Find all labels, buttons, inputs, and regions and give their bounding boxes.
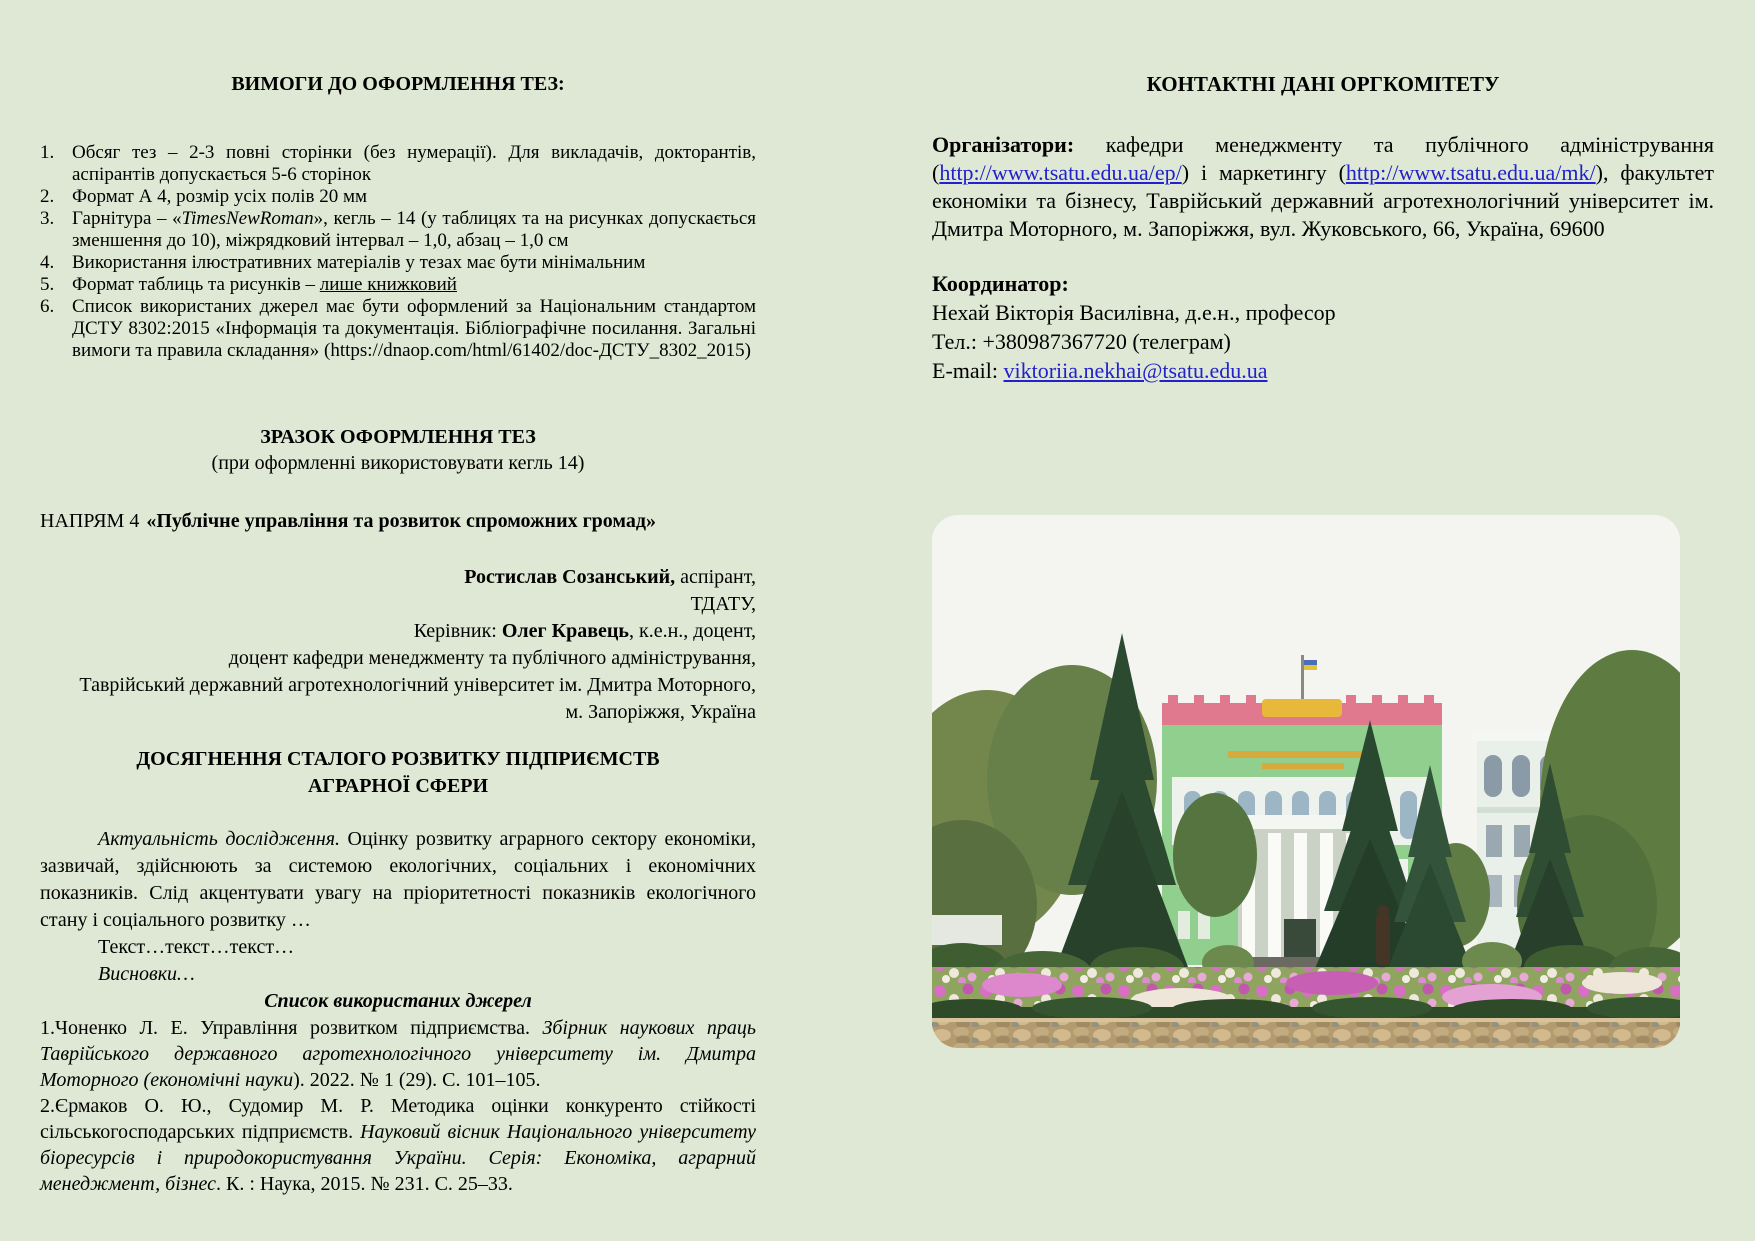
requirement-text: Список використаних джерел має бути оформлений за Національним стандартом ДСТУ 8302:2015 «Інформація та документація. Бібліографічне посилання. Загальні вимоги та правила складання» (https://dnaop.com/html/61402/doc-ДСТУ_8302_2015) xyxy=(72,296,756,361)
university-line: Таврійський державний агротехнологічний університет ім. Дмитра Моторного, xyxy=(79,674,756,696)
requirement-item xyxy=(40,296,756,362)
statue xyxy=(1376,905,1390,965)
mk-department-link[interactable]: http://www.tsatu.edu.ua/mk/ xyxy=(1345,160,1596,185)
requirement-number: 2. xyxy=(40,186,55,207)
reference-source-italic: Збірник наукових праць Таврійського державного агротехнологічного університету ім. Дмитра Моторного (економічні науки xyxy=(40,1017,756,1091)
requirements-list xyxy=(40,142,756,362)
coordinator-phone: Тел.: +380987367720 (телеграм) xyxy=(932,329,1231,354)
organizers-text-3: ), факультет економіки та бізнесу, Таврійський державний агротехнологічний університет ім. Дмитра Моторного, м. Запоріжжя, вул. Жуковського, 66, Україна, 69600 xyxy=(932,160,1714,241)
underlined-phrase: лише книжковий xyxy=(319,274,457,295)
coordinator-block xyxy=(932,269,1714,385)
requirement-text: Використання ілюстративних матеріалів у тезах має бути мінімальним xyxy=(72,252,646,273)
sample-subheading: (при оформленні використовувати кегль 14) xyxy=(211,452,585,474)
requirement-item xyxy=(40,274,756,296)
reference-item-1 xyxy=(40,1015,756,1093)
reference-text: 1.Чоненко Л. Е. Управління розвитком підприємства. xyxy=(40,1017,543,1039)
abstract-body: Оцінку розвитку аграрного сектору економіки, зазвичай, здійснюють за системою екологічних, соціальних і економічних показників. Слід акцентувати увагу на пріоритетності показників екологічного стану і соціального розвитку … xyxy=(40,828,756,931)
requirement-text-post: », кегль – 14 (у таблицях та на рисунках допускається зменшення до 10), міжрядковий інтервал – 1,0, абзац – 1,0 см xyxy=(72,208,756,251)
font-name-italic: TimesNewRoman xyxy=(181,208,314,229)
author-affiliation: ТДАТУ, xyxy=(690,593,756,615)
coordinator-email-line xyxy=(932,356,1714,385)
email-label: E-mail: xyxy=(932,358,1004,383)
requirement-number: 3. xyxy=(40,208,55,229)
organizers-label: Організатори: xyxy=(932,132,1075,157)
requirement-text: Обсяг тез – 2-3 повні сторінки (без нумерації). Для викладачів, докторантів, аспірантів допускається 5-6 сторінок xyxy=(72,142,756,185)
contacts-title: КОНТАКТНІ ДАНІ ОРГКОМІТЕТУ xyxy=(1146,72,1500,96)
requirement-text-pre: Формат таблиць та рисунків – xyxy=(72,274,320,295)
stone-wall xyxy=(932,1018,1680,1048)
email-link[interactable]: viktoriia.nekhai@tsatu.edu.ua xyxy=(1003,358,1268,383)
organizers-text-1: кафедри менеджменту та публічного адміністрування ( xyxy=(932,132,1714,185)
abstract-paragraph xyxy=(40,826,756,934)
authors-block xyxy=(40,564,756,726)
supervisor-label: Керівник: xyxy=(413,620,502,642)
supervisor-position: доцент кафедри менеджменту та публічного адміністрування, xyxy=(228,647,756,669)
requirement-number: 4. xyxy=(40,252,55,273)
supervisor-degree: , к.е.н., доцент, xyxy=(629,620,756,642)
organizers-text-2: ) і маркетингу ( xyxy=(1181,160,1346,185)
author-line xyxy=(40,564,756,591)
requirement-text xyxy=(72,208,756,252)
requirement-text xyxy=(72,274,756,296)
requirement-item xyxy=(40,252,756,274)
requirement-item xyxy=(40,142,756,186)
abstract-lead: Актуальність дослідження. xyxy=(98,828,341,850)
reference-item-2 xyxy=(40,1093,756,1197)
reference-pages: . К. : Наука, 2015. № 231. С. 25–33. xyxy=(216,1173,513,1195)
references-heading: Список використаних джерел xyxy=(264,990,532,1012)
campus-photo xyxy=(932,515,1680,1048)
requirement-item xyxy=(40,208,756,252)
author-name: Ростислав Созанський, xyxy=(464,566,676,588)
reference-text: 2.Єрмаков О. Ю., Судомир М. Р. Методика оцінки конкуренто стійкості сільськогосподарських підприємств. xyxy=(40,1095,756,1143)
sample-heading: ЗРАЗОК ОФОРМЛЕННЯ ТЕЗ xyxy=(260,426,536,448)
direction-label: НАПРЯМ 4 xyxy=(40,510,140,532)
supervisor-line xyxy=(40,618,756,645)
text-placeholder: Текст…текст…текст… xyxy=(98,936,295,958)
conclusions-line: Висновки… xyxy=(98,963,195,985)
coordinator-label: Координатор: xyxy=(932,271,1069,296)
requirement-number: 5. xyxy=(40,274,55,295)
thesis-title-line1: ДОСЯГНЕННЯ СТАЛОГО РОЗВИТКУ ПІДПРИЄМСТВ xyxy=(136,748,660,770)
requirement-text: Формат А 4, розмір усіх полів 20 мм xyxy=(72,186,368,207)
ep-department-link[interactable]: http://www.tsatu.edu.ua/ep/ xyxy=(939,160,1182,185)
requirement-item xyxy=(40,186,756,208)
requirement-text-pre: Гарнітура – « xyxy=(72,208,182,229)
thesis-title xyxy=(40,746,756,800)
reference-pages: ). 2022. № 1 (29). С. 101–105. xyxy=(293,1069,541,1091)
direction-line xyxy=(40,508,756,534)
reference-source-italic: Науковий вісник Національного університету біоресурсів і природокористування України. Серія: Економіка, аграрний менеджмент, бізнес xyxy=(40,1121,756,1195)
city-line: м. Запоріжжя, Україна xyxy=(565,701,756,723)
requirement-number: 1. xyxy=(40,142,55,163)
right-panel xyxy=(932,72,1714,385)
supervisor-name: Олег Кравець xyxy=(501,620,629,642)
requirements-title: ВИМОГИ ДО ОФОРМЛЕННЯ ТЕЗ: xyxy=(231,73,565,95)
organizers-paragraph xyxy=(932,131,1714,243)
thesis-title-line2: АГРАРНОЇ СФЕРИ xyxy=(307,775,489,797)
direction-title: «Публічне управління та розвиток спроможних громад» xyxy=(146,510,657,532)
requirement-number: 6. xyxy=(40,296,55,317)
author-degree: аспірант, xyxy=(675,566,756,588)
coordinator-name: Нехай Вікторія Василівна, д.е.н., професор xyxy=(932,300,1336,325)
left-panel xyxy=(40,72,756,1197)
